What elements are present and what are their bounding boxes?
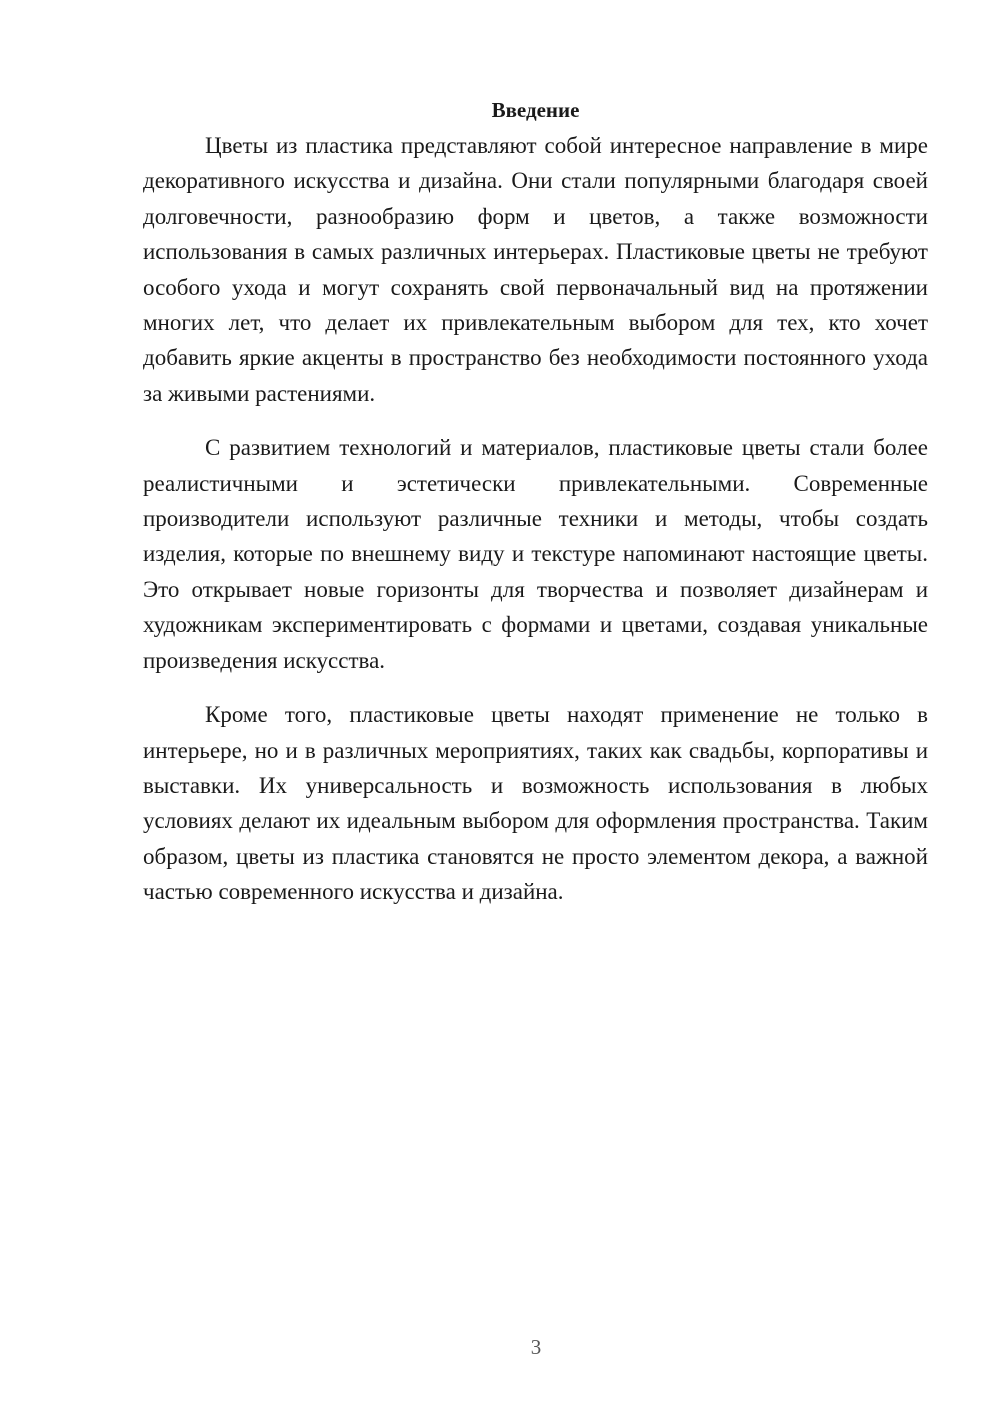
paragraph-2: С развитием технологий и материалов, пластиковые цветы стали более реалистичными и эстетически привлекательными. Современные производители используют различные техники и методы, чтобы создать изделия, которые по внешнему виду и текстуре напоминают настоящие цветы. Это открывает новые горизонты для творчества и позволяет дизайнерам и художникам экспериментировать с формами и цветами, создавая уникальные произведения искусства. — [143, 435, 928, 673]
paragraph-1: Цветы из пластика представляют собой интересное направление в мире декоративного искусства и дизайна. Они стали популярными благодаря своей долговечности, разнообразию форм и цветов, а также возможности использования в самых различных интерьерах. Пластиковые цветы не требуют особого ухода и могут сохранять свой первоначальный вид на протяжении многих лет, что делает их привлекательным выбором для тех, кто хочет добавить яркие акценты в пространство без необходимости постоянного ухода за живыми растениями. — [143, 133, 928, 406]
page-number: 3 — [530, 1335, 542, 1359]
page-content — [143, 92, 928, 910]
section-heading: Введение — [491, 98, 580, 122]
paragraph-3: Кроме того, пластиковые цветы находят применение не только в интерьере, но и в различных мероприятиях, таких как свадьбы, корпоративы и выставки. Их универсальность и возможность использования в любых условиях делают их идеальным выбором для оформления пространства. Таким образом, цветы из пластика становятся не просто элементом декора, а важной частью современного искусства и дизайна. — [143, 702, 928, 905]
